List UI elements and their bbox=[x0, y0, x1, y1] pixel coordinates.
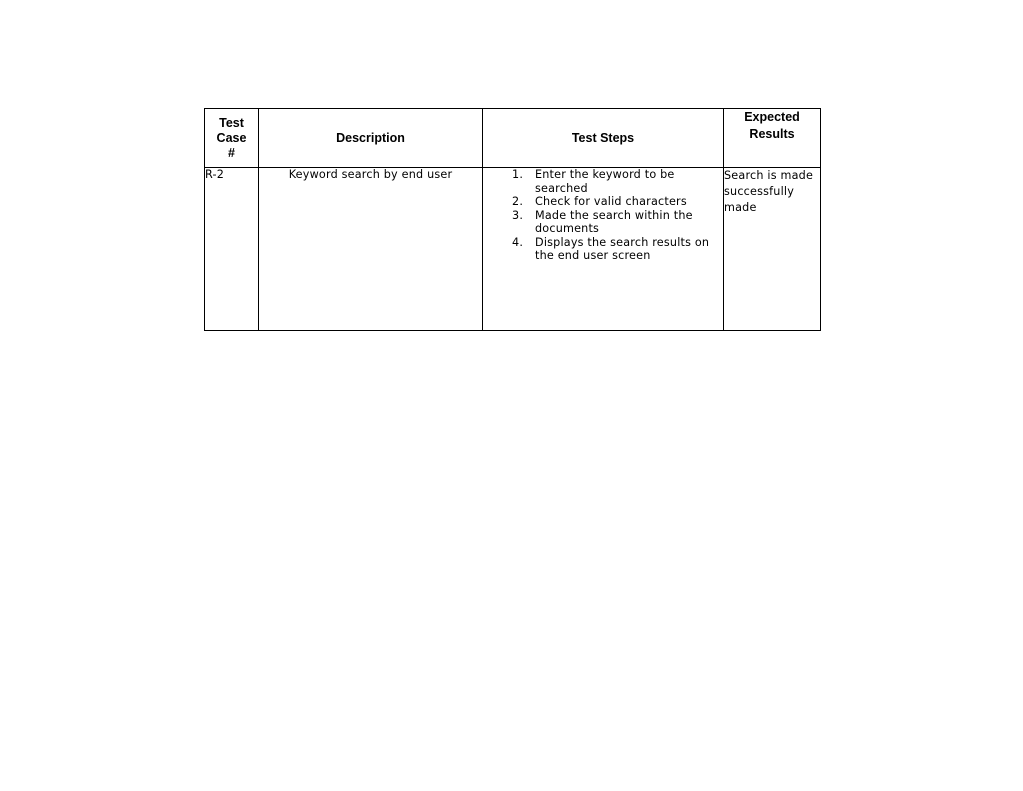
expected-result: Search is made successfully made bbox=[724, 168, 821, 331]
test-step bbox=[483, 195, 723, 209]
step-text: Made the search within the documents bbox=[535, 208, 693, 235]
step-number: 2. bbox=[512, 195, 524, 208]
step-number: 3. bbox=[512, 208, 524, 222]
test-case-table bbox=[204, 108, 821, 331]
step-number: 4. bbox=[512, 235, 524, 249]
test-case-description: Keyword search by end user bbox=[259, 168, 483, 331]
step-number: 1. bbox=[512, 168, 524, 181]
header-test-case: Test Case # bbox=[205, 109, 259, 168]
test-step bbox=[483, 209, 723, 236]
test-step bbox=[483, 168, 723, 195]
table-row bbox=[205, 168, 821, 331]
header-expected-results: Expected Results bbox=[724, 109, 821, 168]
test-case-id: R-2 bbox=[205, 168, 259, 331]
test-steps-cell bbox=[483, 168, 724, 331]
step-text: Check for valid characters bbox=[535, 195, 687, 208]
header-test-steps: Test Steps bbox=[483, 109, 724, 168]
header-description: Description bbox=[259, 109, 483, 168]
step-text: Displays the search results on the end user screen bbox=[535, 235, 710, 262]
table-header-row bbox=[205, 109, 821, 168]
step-text: Enter the keyword to be searched bbox=[535, 168, 675, 195]
test-steps-list bbox=[483, 168, 723, 263]
test-step bbox=[483, 236, 723, 263]
